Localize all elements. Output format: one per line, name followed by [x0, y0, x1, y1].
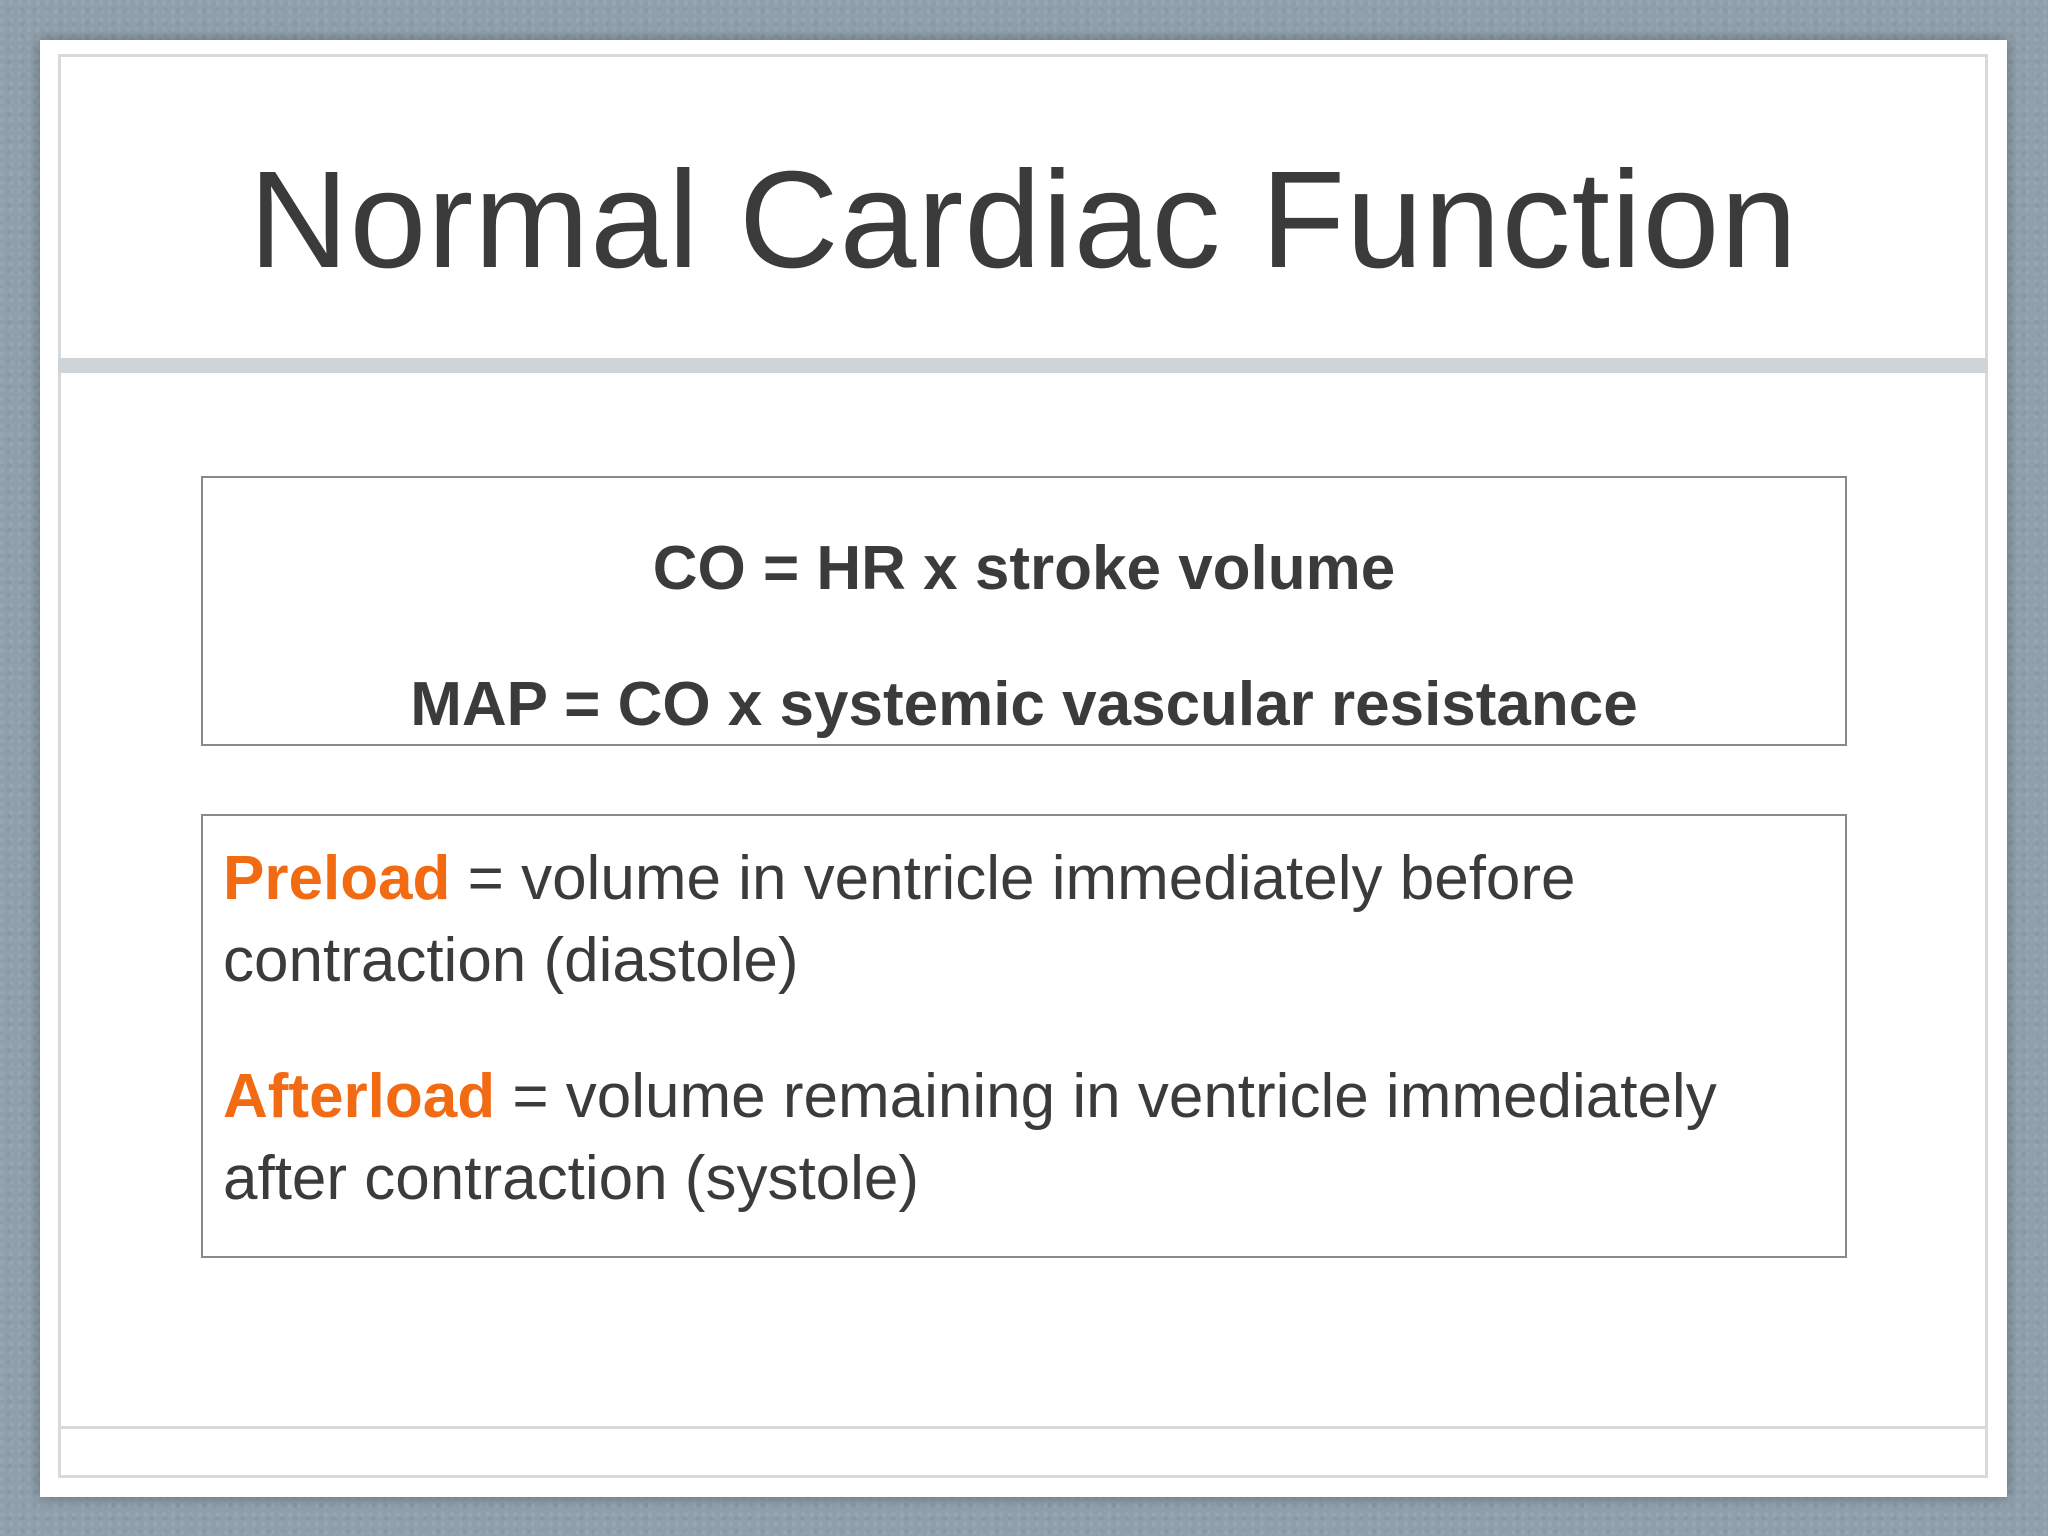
- title-divider: [58, 358, 1988, 373]
- definition-preload-text: = volume in ventricle immediately before contraction (diastole): [223, 844, 1576, 995]
- formula-mean-arterial-pressure: MAP = CO x systemic vascular resistance: [410, 670, 1638, 739]
- formula-box: [201, 476, 1847, 746]
- definition-afterload: [223, 1056, 1825, 1220]
- definition-preload: [223, 838, 1825, 1002]
- footer-divider: [58, 1426, 1988, 1429]
- slide: [40, 40, 2007, 1497]
- slide-title: Normal Cardiac Function: [248, 143, 1799, 297]
- formula-cardiac-output: CO = HR x stroke volume: [652, 534, 1396, 603]
- definition-afterload-text: = volume remaining in ventricle immediately after contraction (systole): [223, 1062, 1717, 1213]
- definitions-box: [201, 814, 1847, 1258]
- term-preload: Preload: [223, 844, 451, 913]
- term-afterload: Afterload: [223, 1062, 496, 1131]
